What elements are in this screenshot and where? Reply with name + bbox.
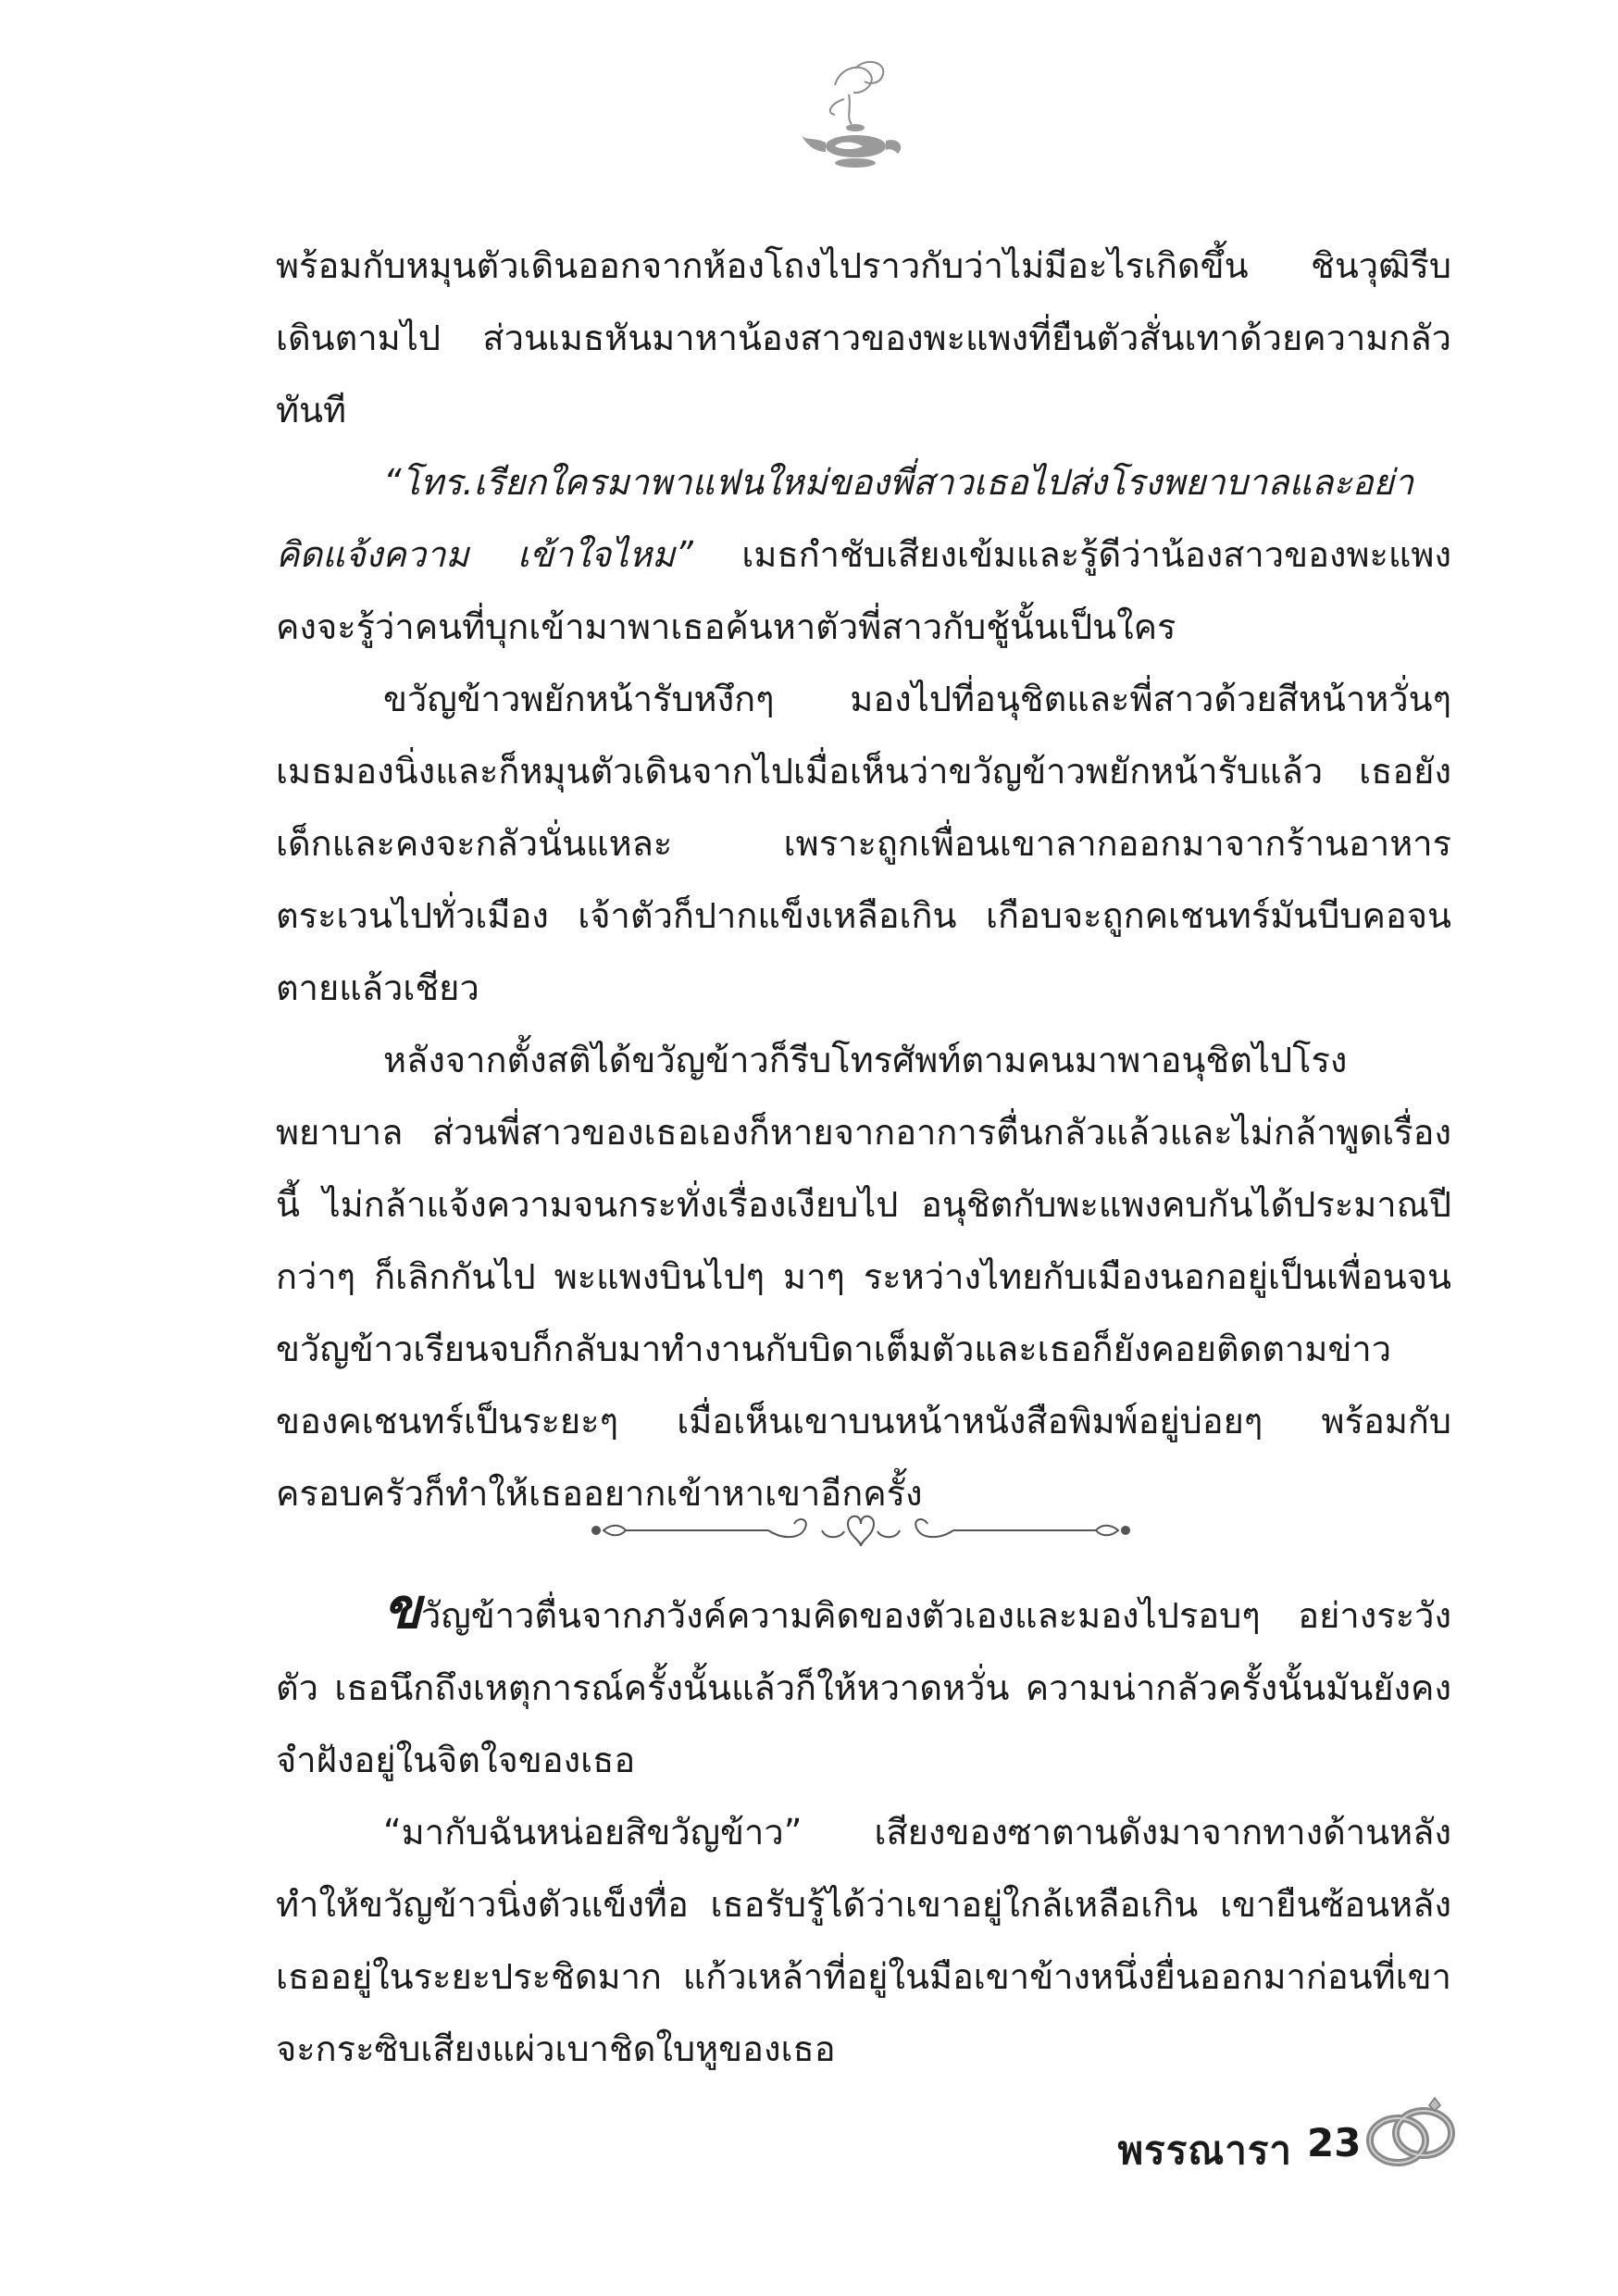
section-two: [276, 1579, 1451, 2085]
page-number: 23: [1307, 2120, 1362, 2165]
paragraph: หลังจากตั้งสติได้ขวัญข้าวก็รีบโทรศัพท์ตามคนมาพาอนุชิตไปโรงพยาบาล ส่วนพี่สาวของเธอเองก็หายจากอาการตื่นกลัวแล้วและไม่กล้าพูดเรื่องนี้ ไม่กล้าแจ้งความจนกระทั่งเรื่องเงียบไป อนุชิตกับพะแพงคบกันได้ประมาณปีกว่าๆ ก็เลิกกันไป พะแพงบินไปๆ มาๆ ระหว่างไทยกับเมืองนอกอยู่เป็นเพื่อนจนขวัญข้าวเรียนจบก็กลับมาทำงานกับบิดาเต็มตัวและเธอก็ยังคอยติดตามข่าวของคเชนทร์เป็นระยะๆ เมื่อเห็นเขาบนหน้าหนังสือพิมพ์อยู่บ่อยๆ พร้อมกับครอบครัวก็ทำให้เธออยากเข้าหาเขาอีกครั้ง: [276, 1040, 1451, 1514]
wedding-rings-icon: [1361, 2094, 1462, 2177]
paragraph: “มากับฉันหน่อยสิขวัญข้าว” เสียงของซาตานดังมาจากทางด้านหลังทำให้ขวัญข้าวนิ่งตัวแข็งทื่อ เธอรับรู้ได้ว่าเขาอยู่ใกล้เหลือเกิน เขายืนซ้อนหลังเธออยู่ในระยะประชิดมาก แก้วเหล้าที่อยู่ในมือเขาข้างหนึ่งยื่นออกมาก่อนที่เขาจะกระซิบเสียงแผ่วเบาชิดใบหูของเธอ: [276, 1812, 1451, 2069]
paragraph-text: วัญข้าวตื่นจากภวังค์ความคิดของตัวเองและมองไปรอบๆ อย่างระวังตัว เธอนึกถึงเหตุการณ์ครั้งนั้นแล้วก็ให้หวาดหวั่น ความน่ากลัวครั้งนั้นมันยังคงจำฝังอยู่ในจิตใจของเธอ: [276, 1595, 1451, 1780]
paragraph: ขวัญข้าวพยักหน้ารับหงึกๆ มองไปที่อนุชิตและพี่สาวด้วยสีหน้าหวั่นๆ เมธมองนิ่งและก็หมุนตัวเดินจากไปเมื่อเห็นว่าขวัญข้าวพยักหน้ารับแล้ว เธอยังเด็กและคงจะกลัวนั่นแหละ เพราะถูกเพื่อนเขาลากออกมาจากร้านอาหารตระเวนไปทั่วเมือง เจ้าตัวก็ปากแข็งเหลือเกิน เกือบจะถูกคเชนทร์มันบีบคอจนตายแล้วเชียว: [276, 679, 1451, 1008]
heart-scroll-divider-icon: [583, 1507, 1139, 1554]
paragraph: [276, 1579, 1451, 1796]
teapot-fairy-icon: [798, 57, 909, 178]
paragraph: [276, 446, 1451, 663]
paragraph-text: เมธกำชับเสียงเข้มและรู้ดีว่าน้องสาวของพะแพงคงจะรู้ว่าคนที่บุกเข้ามาพาเธอค้นหาตัวพี่สาวกับชู้นั้นเป็นใคร: [276, 534, 1452, 647]
paragraph: พร้อมกับหมุนตัวเดินออกจากห้องโถงไปราวกับว่าไม่มีอะไรเกิดขึ้น ชินวุฒิรีบเดินตามไป ส่วนเมธหันมาหาน้องสาวของพะแพงที่ยืนตัวสั่นเทาด้วยความกลัวทันที: [276, 245, 1451, 430]
book-title: พรรณารา: [1117, 2128, 1292, 2173]
drop-cap: ข: [383, 1577, 422, 1641]
dialogue-italic: “โทร.เรียกใครมาพาแฟนใหม่ของพี่สาวเธอไปส่งโรงพยาบาลและอย่าคิดแจ้งความ เข้าใจไหม”: [276, 462, 1414, 575]
section-one: [276, 230, 1451, 1529]
